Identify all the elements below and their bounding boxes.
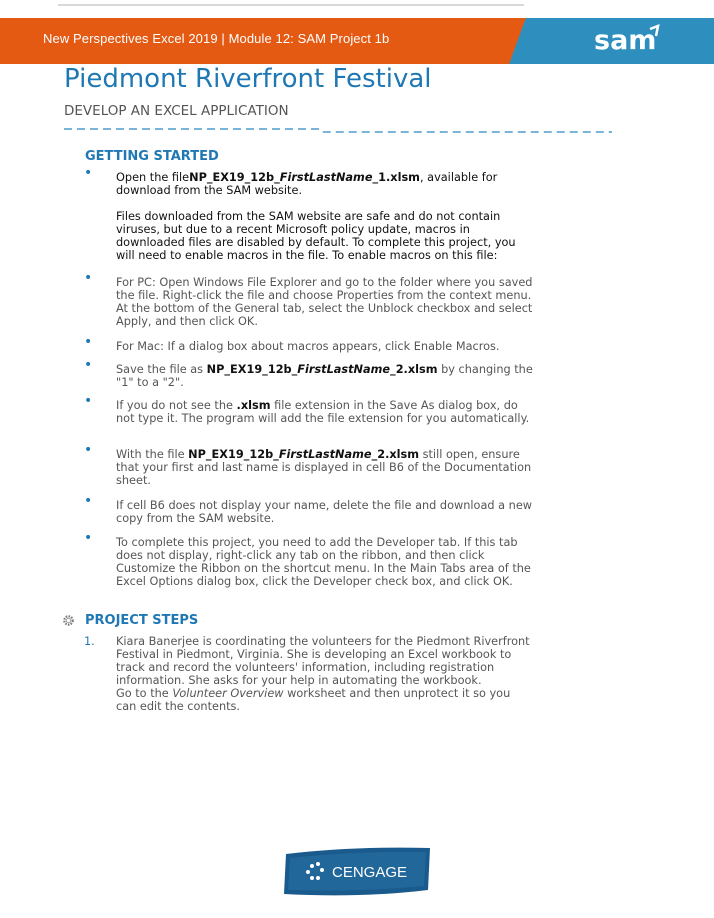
item-text: , available for download from the SAM website.	[116, 171, 498, 197]
dashed-divider	[64, 127, 612, 133]
item-text: With the file	[116, 448, 189, 461]
step-number: 1.	[84, 635, 95, 648]
item-text: If cell B6 does not display your name, delete the file and download a new copy from the SAM website.	[116, 499, 533, 525]
file-extension: .xlsm	[236, 399, 271, 412]
item-text: If you do not see the	[116, 399, 237, 412]
file-name: FirstLastName	[297, 363, 391, 376]
file-name: NP_EX19_12b_	[188, 448, 279, 461]
document-subtitle: DEVELOP AN EXCEL APPLICATION	[64, 103, 289, 119]
gear-icon	[62, 614, 75, 627]
item-text: Save the file as	[116, 363, 207, 376]
bullet-icon: •	[84, 334, 93, 350]
item-text: file extension in the Save As dialog box, do not type it. The program will add the file extension for you automatically.	[116, 399, 530, 425]
file-name: NP_EX19_12b_	[206, 363, 298, 376]
list-item	[84, 635, 534, 713]
sheet-name: Volunteer Overview	[172, 687, 284, 700]
item-text: For PC: Open Windows File Explorer and go to the folder where you saved the file. Right-click the file and choose Properties from the context menu. At the bottom of the General tab, select the Unblock checkbox and select Apply, and then click OK.	[116, 276, 533, 328]
cengage-logo-text: CENGAGE	[332, 864, 408, 881]
bullet-icon: •	[84, 493, 93, 509]
list-item	[84, 165, 534, 262]
cengage-logo	[282, 846, 432, 898]
project-steps-heading: PROJECT STEPS	[85, 613, 199, 628]
list-item	[84, 270, 534, 328]
bullet-icon: •	[84, 357, 93, 373]
sam-logo-text: sam	[594, 25, 657, 56]
bullet-icon: •	[84, 442, 93, 458]
step-text: Go to the	[116, 687, 173, 700]
sam-logo	[594, 22, 664, 56]
item-text: still open, ensure that your first and last name is displayed in cell B6 of the Documentation sheet.	[116, 448, 532, 487]
item-text: Open the file	[116, 171, 190, 184]
item-text: by changing the "1" to a "2".	[116, 363, 533, 389]
list-item	[84, 493, 534, 525]
file-name: _2.xlsm	[371, 448, 420, 461]
list-item	[84, 442, 534, 487]
getting-started-heading: GETTING STARTED	[85, 149, 219, 164]
bullet-icon: •	[84, 530, 93, 546]
step-text: worksheet and then unprotect it so you can edit the contents.	[116, 687, 511, 713]
file-name: FirstLastName	[279, 171, 373, 184]
document-title: Piedmont Riverfront Festival	[64, 64, 432, 94]
bullet-icon: •	[84, 393, 93, 409]
item-text: For Mac: If a dialog box about macros appears, click Enable Macros.	[116, 340, 500, 353]
step-instruction	[116, 687, 534, 713]
item-text: To complete this project, you need to add the Developer tab. If this tab does not display, right-click any tab on the ribbon, and then click Customize the Ribbon on the shortcut menu. In the Main Tabs area of the Excel Options dialog box, click the Developer check box, and click OK.	[116, 536, 531, 588]
step-text: Kiara Banerjee is coordinating the volunteers for the Piedmont Riverfront Festival in Piedmont, Virginia. She is developing an Excel workbook to track and record the volunteers' information, including registration information. She asks for your help in automating the workbook.	[116, 635, 530, 687]
bullet-icon: •	[84, 270, 93, 286]
list-item	[84, 393, 534, 425]
list-item	[84, 357, 534, 389]
bullet-icon: •	[84, 165, 93, 181]
file-name: _2.xlsm	[390, 363, 438, 376]
file-name: NP_EX19_12b_	[189, 171, 280, 184]
item-paragraph: Files downloaded from the SAM website are safe and do not contain viruses, but due to a recent Microsoft policy update, macros in downloaded files are disabled by default. To complete this project, you will need to enable macros in the file. To enable macros on this file:	[116, 210, 516, 262]
banner-title: New Perspectives Excel 2019 | Module 12: SAM Project 1b	[43, 31, 390, 46]
file-name: _1.xlsm	[372, 171, 420, 184]
list-item	[84, 334, 534, 353]
list-item	[84, 530, 534, 588]
banner	[0, 18, 714, 64]
file-name: FirstLastName	[278, 448, 372, 461]
